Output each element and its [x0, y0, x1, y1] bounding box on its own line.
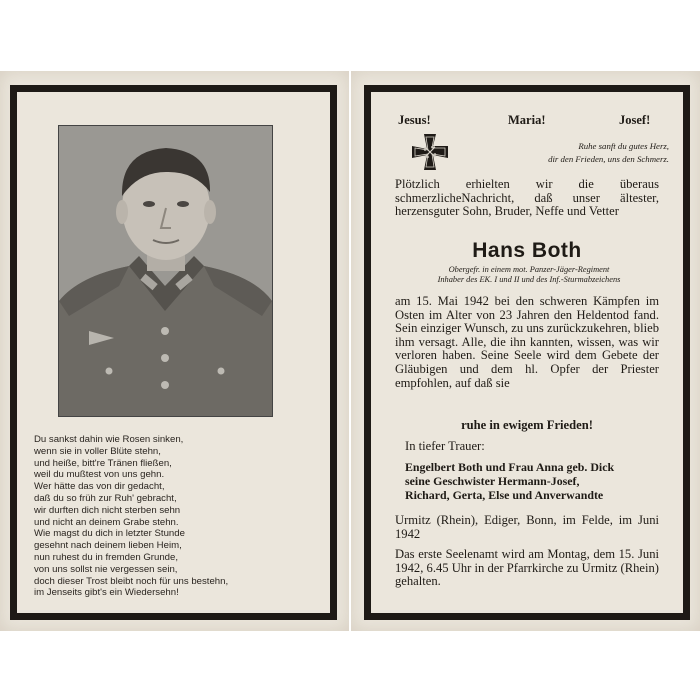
poem-line: wir durften dich nicht sterben sehn [34, 504, 181, 516]
family-line: seine Geschwister Hermann-Josef, [405, 474, 580, 488]
soldier-portrait [58, 125, 273, 417]
poem-line: Du sankst dahin wie Rosen sinken, [34, 434, 184, 445]
place-date: Urmitz (Rhein), Ediger, Bonn, im Felde, im Juni 1942 [395, 513, 659, 541]
family-line: Engelbert Both und Frau Anna geb. Dick [405, 460, 615, 474]
poem-line: und heiße, bitt're Tränen fließen, [34, 457, 172, 469]
poem-line: im Jenseits gibt's ein Wiedersehn! [34, 587, 179, 599]
poem-line: wenn sie in voller Blüte stehn, [34, 445, 161, 457]
poem-line: nun ruhest du in fremden Grunde, [34, 551, 178, 563]
left-card [0, 71, 349, 631]
poem-line: von uns sollst nie vergessen sein, [34, 563, 178, 575]
motto-line: dir den Frieden, uns den Schmerz. [548, 154, 669, 164]
poem-line: und nicht an deinem Grabe stehn. [34, 516, 179, 528]
motto-line: Ruhe sanft du gutes Herz, [578, 141, 669, 151]
poem-line: weil du mußtest von uns gehn. [34, 469, 165, 481]
motto [469, 140, 669, 166]
rank-line: Obergefr. in einem mot. Panzer-Jäger-Regiment [448, 265, 610, 274]
header-jesus: Jesus! [398, 113, 431, 127]
requiem-notice: Das erste Seelenamt wird am Montag, dem 15. Juni 1942, 6.45 Uhr in der Pfarrkirche zu Urmitz (Rhein) gehalten. [395, 547, 659, 589]
family-line: Richard, Gerta, Else und Anverwandte [405, 488, 604, 502]
poem-line: gesehnt nach deinem lieben Heim, [34, 540, 182, 552]
poem-line: daß du so früh zur Ruh' gebracht, [34, 492, 177, 504]
closing-line: ruhe in ewigem Frieden! [461, 418, 593, 432]
rank-line: Inhaber des EK. I und II und des Inf.-Sturmabzeichens [437, 275, 621, 284]
intro-text: Plötzlich erhielten wir die überaus schmerzlicheNachricht, daß unser ältester, herzensguter Sohn, Bruder, Neffe und Vetter [395, 177, 659, 219]
rank-info [401, 265, 657, 285]
poem-line: Wie magst du dich in letzter Stunde [34, 528, 185, 540]
right-card [351, 71, 700, 631]
poem-line: Wer hätte das von dir gedacht, [34, 481, 165, 493]
header-maria: Maria! [508, 113, 546, 127]
death-notice-text: am 15. Mai 1942 bei den schweren Kämpfen im Osten im Alter von 23 Jahren den Heldentod fand. Sein einziger Wunsch, zu uns zurückzukehren, blieb ihm versagt. Alle, die ihn kannten, wissen, was wir verloren haben. Seine Seele wird dem Gebete der Gläubigen und dem hl. Opfer der Priester empfohlen, auf daß sie [395, 294, 659, 390]
mourning-label: In tiefer Trauer: [405, 439, 485, 453]
poem-line: doch dieser Trost bleibt noch für uns bestehn, [34, 575, 229, 587]
deceased-name: Hans Both [472, 239, 582, 262]
iron-cross-icon [410, 132, 450, 172]
memorial-poem [34, 434, 324, 599]
header-josef: Josef! [619, 113, 651, 127]
